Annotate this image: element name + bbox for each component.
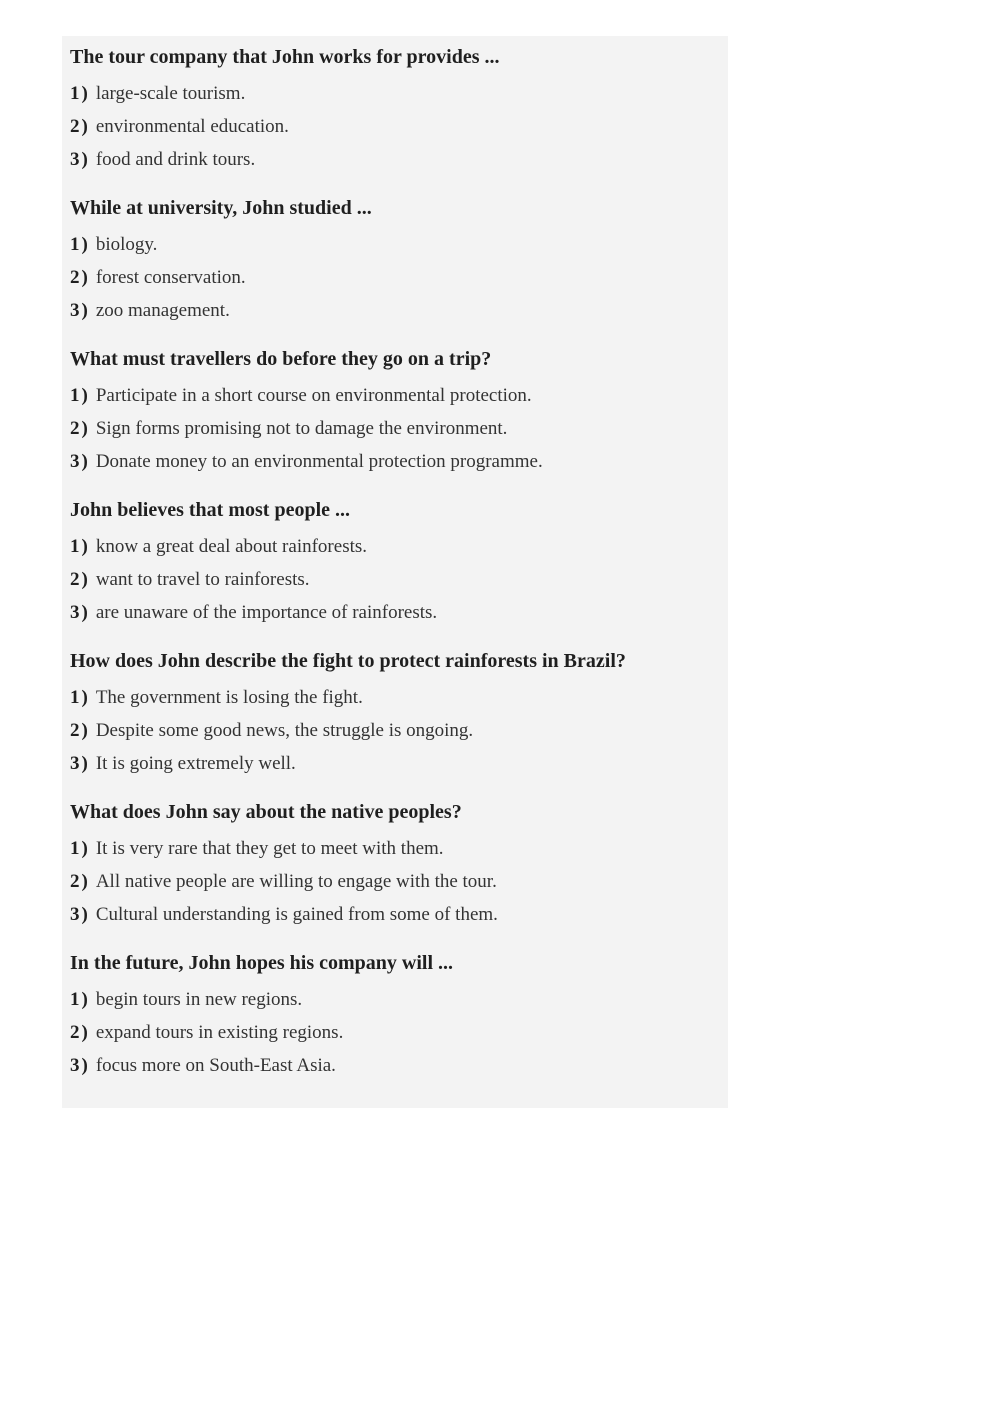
question-sheet [62,36,728,1108]
option-text: Sign forms promising not to damage the environment. [95,418,508,439]
option-text: focus more on South-East Asia. [95,1055,336,1076]
question-text: What must travellers do before they go on a trip? [70,348,492,370]
answer-option[interactable]: 2 ) All native people are willing to engage with the tour. [70,871,497,892]
question-1 [70,44,728,176]
answer-option[interactable]: 3 ) Cultural understanding is gained from some of them. [70,904,498,925]
option-number: 1 [70,83,80,104]
option-number: 3 [70,602,80,623]
option-number: 1 [70,385,80,406]
option-number: 2 [70,116,80,137]
option-text: food and drink tours. [95,149,256,170]
option-text: forest conservation. [95,267,246,288]
option-text: large-scale tourism. [95,83,246,104]
question-6 [70,799,728,931]
answer-option[interactable]: 1 ) begin tours in new regions. [70,989,303,1010]
option-number: 1 [70,989,80,1010]
question-text: John believes that most people ... [70,499,350,521]
question-text: While at university, John studied ... [70,197,372,219]
answer-option[interactable]: 1 ) It is very rare that they get to meet with them. [70,838,444,859]
option-number: 1 [70,234,80,255]
option-text: Despite some good news, the struggle is ongoing. [95,720,474,741]
option-text: zoo management. [95,300,230,321]
question-text: In the future, John hopes his company will ... [70,952,454,974]
option-number: 2 [70,720,80,741]
answer-option[interactable]: 2 ) Sign forms promising not to damage the environment. [70,418,508,439]
option-number: 1 [70,687,80,708]
question-text: The tour company that John works for provides ... [70,46,500,68]
answer-option[interactable]: 2 ) environmental education. [70,116,289,137]
answer-option[interactable]: 1 ) know a great deal about rainforests. [70,536,368,557]
option-number: 1 [70,838,80,859]
option-text: begin tours in new regions. [95,989,303,1010]
answer-option[interactable]: 1 ) biology. [70,234,158,255]
answer-option[interactable]: 1 ) large-scale tourism. [70,83,246,104]
option-number: 2 [70,569,80,590]
option-text: want to travel to rainforests. [95,569,310,590]
option-text: All native people are willing to engage with the tour. [95,871,497,892]
question-5 [70,648,728,780]
question-2 [70,195,728,327]
option-text: Donate money to an environmental protection programme. [95,451,543,472]
question-text: How does John describe the fight to protect rainforests in Brazil? [70,650,626,672]
option-text: It is very rare that they get to meet with them. [95,838,444,859]
option-number: 3 [70,753,80,774]
question-7 [70,950,728,1082]
option-number: 3 [70,149,80,170]
answer-option[interactable]: 3 ) zoo management. [70,300,230,321]
answer-option[interactable]: 2 ) want to travel to rainforests. [70,569,310,590]
question-3 [70,346,728,478]
answer-option[interactable]: 2 ) expand tours in existing regions. [70,1022,344,1043]
answer-option[interactable]: 2 ) forest conservation. [70,267,246,288]
option-number: 3 [70,1055,80,1076]
option-text: Participate in a short course on environmental protection. [95,385,532,406]
answer-option[interactable]: 1 ) Participate in a short course on environmental protection. [70,385,532,406]
option-text: expand tours in existing regions. [95,1022,344,1043]
option-text: biology. [95,234,158,255]
answer-option[interactable]: 1 ) The government is losing the fight. [70,687,363,708]
answer-option[interactable]: 3 ) food and drink tours. [70,149,256,170]
option-number: 3 [70,300,80,321]
option-number: 3 [70,904,80,925]
option-number: 3 [70,451,80,472]
option-text: It is going extremely well. [95,753,296,774]
answer-option[interactable]: 3 ) It is going extremely well. [70,753,296,774]
option-text: environmental education. [95,116,289,137]
answer-option[interactable]: 3 ) Donate money to an environmental protection programme. [70,451,543,472]
option-number: 2 [70,1022,80,1043]
option-text: Cultural understanding is gained from some of them. [95,904,498,925]
option-text: The government is losing the fight. [95,687,363,708]
option-text: know a great deal about rainforests. [95,536,368,557]
answer-option[interactable]: 2 ) Despite some good news, the struggle is ongoing. [70,720,474,741]
option-number: 2 [70,418,80,439]
option-number: 2 [70,871,80,892]
option-text: are unaware of the importance of rainforests. [95,602,438,623]
answer-option[interactable]: 3 ) focus more on South-East Asia. [70,1055,336,1076]
question-text: What does John say about the native peoples? [70,801,462,823]
question-4 [70,497,728,629]
option-number: 2 [70,267,80,288]
answer-option[interactable]: 3 ) are unaware of the importance of rainforests. [70,602,438,623]
option-number: 1 [70,536,80,557]
